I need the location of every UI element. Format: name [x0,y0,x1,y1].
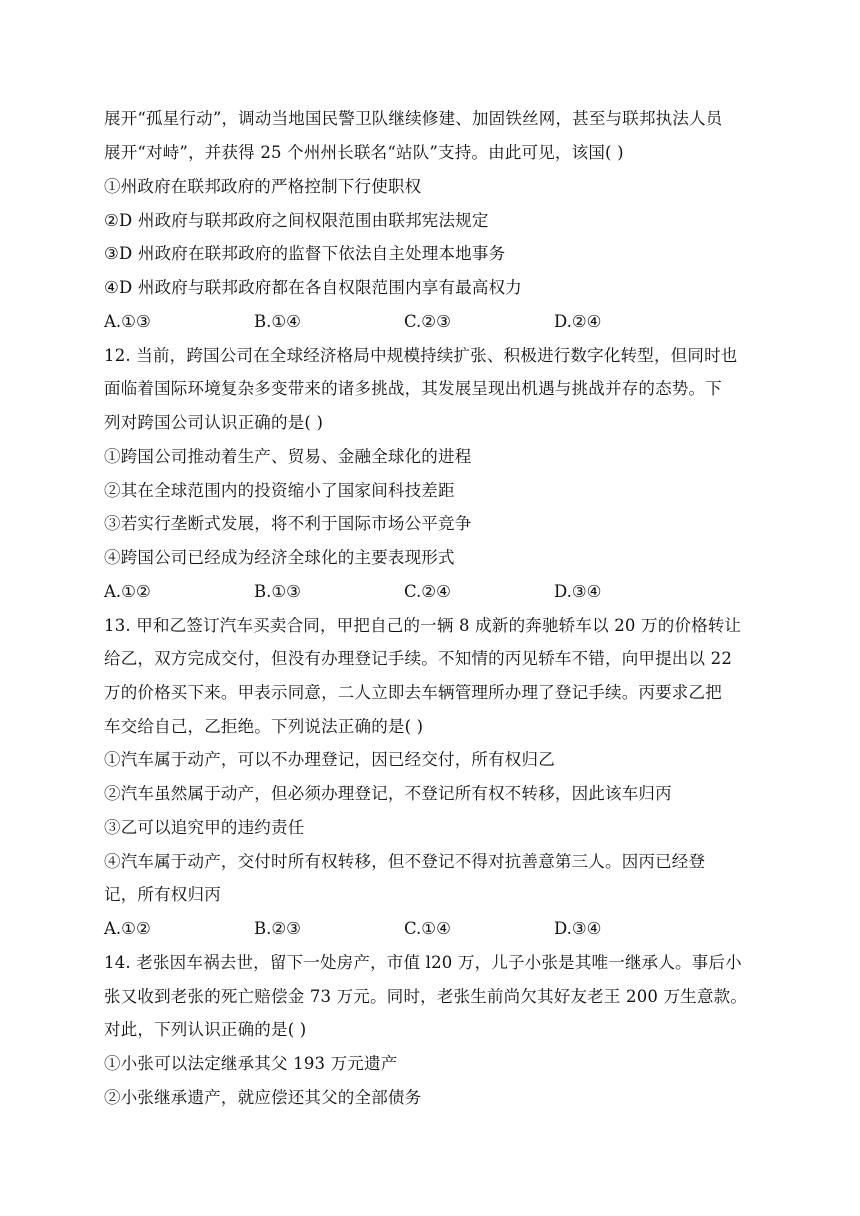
q12-statement: ④跨国公司已经成为经济全球化的主要表现形式 [104,548,455,567]
q11-statement: ②D 州政府与联邦政府之间权限范围由联邦宪法规定 [104,211,489,230]
q12-option-c: C.②④ [404,582,451,601]
q11-stem-line: 展开“孤星行动”，调动当地国民警卫队继续修建、加固铁丝网，甚至与联邦执法人员 [104,109,723,128]
q11-stem-line: 展开“对峙”，并获得 25 个州州长联名“站队”支持。由此可见，该国( ) [104,143,624,162]
q12-statement: ②其在全球范围内的投资缩小了国家间科技差距 [104,481,455,500]
q11-option-b: B.①④ [254,312,301,331]
q13-stem-line: 车交给自己，乙拒绝。下列说法正确的是( ) [104,717,424,736]
q12-statement: ③若实行垄断式发展，将不利于国际市场公平竞争 [104,514,472,533]
q13-option-d: D.③④ [554,919,602,938]
q12-option-b: B.①③ [254,582,301,601]
q12-option-d: D.③④ [554,582,602,601]
q13-stem-line: 万的价格买下来。甲表示同意，二人立即去车辆管理所办理了登记手续。丙要求乙把 [104,683,722,702]
q13-stem-line: 13. 甲和乙签订汽车买卖合同，甲把自己的一辆 8 成新的奔驰轿车以 20 万的价格转让 [104,616,742,635]
q14-statement: ②小张继承遗产，就应偿还其父的全部债务 [104,1088,422,1107]
q11-statement: ③D 州政府在联邦政府的监督下依法自主处理本地事务 [104,244,506,263]
q12-statement: ①跨国公司推动着生产、贸易、金融全球化的进程 [104,447,472,466]
q13-statement: ②汽车虽然属于动产，但必须办理登记，不登记所有权不转移，因此该车归丙 [104,784,672,803]
q13-option-c: C.①④ [404,919,451,938]
q11-statement: ①州政府在联邦政府的严格控制下行使职权 [104,177,422,196]
q11-option-c: C.②③ [404,312,451,331]
q13-option-b: B.②③ [254,919,301,938]
q13-statement: ①汽车属于动产，可以不办理登记，因已经交付，所有权归乙 [104,750,555,769]
q13-stem-line: 给乙，双方完成交付，但没有办理登记手续。不知情的丙见轿车不错，向甲提出以 22 [104,649,733,668]
q11-statement: ④D 州政府与联邦政府都在各自权限范围内享有最高权力 [104,278,522,297]
q13-option-a: A.①② [104,919,151,938]
q14-statement: ①小张可以法定继承其父 193 万元遗产 [104,1054,398,1073]
q13-statement: 记，所有权归丙 [104,885,221,904]
q11-option-d: D.②④ [554,312,602,331]
q14-stem-line: 14. 老张因车祸去世，留下一处房产，市值 l20 万，儿子小张是其唯一继承人。事后小 [104,953,742,972]
q13-statement: ④汽车属于动产，交付时所有权转移，但不登记不得对抗善意第三人。因丙已经登 [104,852,706,871]
q12-stem-line: 12. 当前，跨国公司在全球经济格局中规模持续扩张、积极进行数字化转型，但同时也 [104,346,738,365]
q14-stem-line: 对此，下列认识正确的是( ) [104,1020,307,1039]
q14-stem-line: 张又收到老张的死亡赔偿金 73 万元。同时，老张生前尚欠其好友老王 200 万生意款。 [104,987,748,1006]
q11-option-a: A.①③ [104,312,151,331]
q12-stem-line: 面临着国际环境复杂多变带来的诸多挑战，其发展呈现出机遇与挑战并存的态势。下 [104,379,722,398]
q13-statement: ③乙可以追究甲的违约责任 [104,818,305,837]
q12-option-a: A.①② [104,582,151,601]
q12-stem-line: 列对跨国公司认识正确的是( ) [104,413,324,432]
